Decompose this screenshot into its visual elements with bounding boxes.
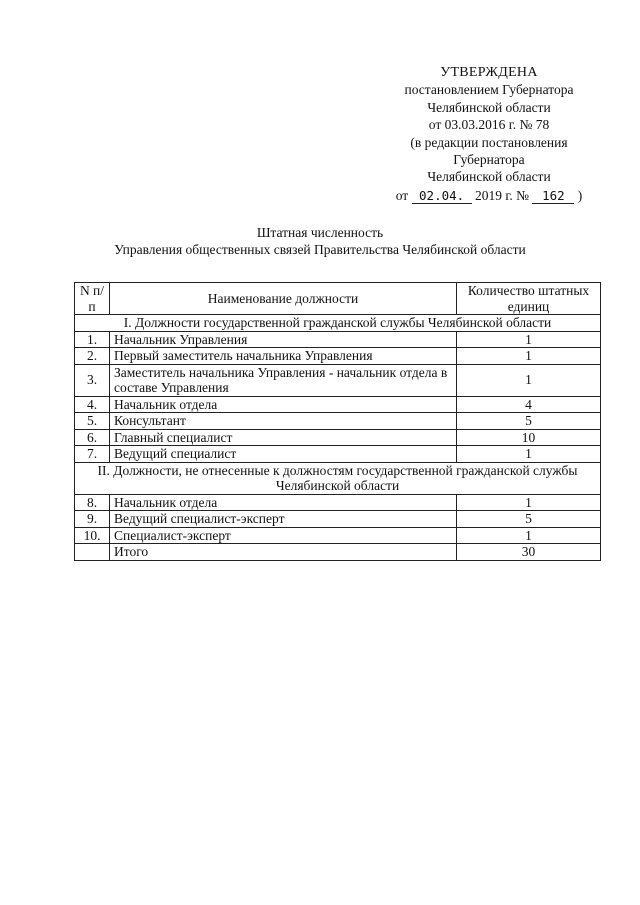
row-num: 5. (75, 413, 110, 430)
document-title (0, 224, 640, 258)
row-num: 6. (75, 429, 110, 446)
approval-line: Челябинской области (427, 99, 551, 115)
table-row (75, 348, 601, 365)
row-name: Первый заместитель начальника Управления (110, 348, 457, 365)
row-num: 3. (75, 364, 110, 396)
table-row (75, 446, 601, 463)
table-row (75, 527, 601, 544)
handwritten-number: 162 (532, 189, 574, 204)
row-name: Главный специалист (110, 429, 457, 446)
row-name: Начальник Управления (110, 331, 457, 348)
table-row (75, 364, 601, 396)
row-num: 1. (75, 331, 110, 348)
row-name: Начальник отдела (110, 396, 457, 413)
row-name: Заместитель начальника Управления - начальник отдела в составе Управления (110, 364, 457, 396)
row-qty: 5 (457, 511, 601, 528)
section-row (75, 315, 601, 332)
approval-heading: УТВЕРЖДЕНА (440, 65, 538, 80)
section-1-title: I. Должности государственной гражданской службы Челябинской области (75, 315, 601, 332)
table-row (75, 331, 601, 348)
approval-line: (в редакции постановления (410, 134, 568, 150)
row-num: 10. (75, 527, 110, 544)
row-name: Консультант (110, 413, 457, 430)
row-num: 9. (75, 511, 110, 528)
approval-line: постановлением Губернатора (404, 82, 574, 98)
approval-block (380, 64, 598, 204)
row-qty: 1 (457, 364, 601, 396)
header-qty: Количество штатных единиц (457, 283, 601, 315)
row-num: 2. (75, 348, 110, 365)
title-line-2: Управления общественных связей Правительства Челябинской области (114, 242, 526, 257)
header-name: Наименование должности (110, 283, 457, 315)
handwritten-date: 02.04. (412, 189, 472, 204)
staff-table (74, 282, 601, 561)
table-row (75, 413, 601, 430)
table-header-row (75, 283, 601, 315)
row-name: Ведущий специалист (110, 446, 457, 463)
total-row (75, 544, 601, 561)
approval-line: Губернатора (453, 152, 525, 168)
close-paren: ) (577, 187, 583, 203)
title-line-1: Штатная численность (256, 225, 384, 240)
total-num-empty (75, 544, 110, 561)
header-num: N п/п (75, 283, 110, 315)
section-2-title: II. Должности, не отнесенные к должностям государственной гражданской службы Челябинской области (75, 462, 601, 494)
year-text: 2019 г. № (474, 187, 529, 203)
row-qty: 4 (457, 396, 601, 413)
row-qty: 1 (457, 348, 601, 365)
row-num: 7. (75, 446, 110, 463)
table-row (75, 494, 601, 511)
table-row (75, 429, 601, 446)
approval-line: от 03.03.2016 г. № 78 (428, 117, 550, 133)
amendment-date-line (380, 187, 598, 204)
table-row (75, 396, 601, 413)
row-num: 8. (75, 494, 110, 511)
table-row (75, 511, 601, 528)
row-qty: 10 (457, 429, 601, 446)
row-name: Специалист-эксперт (110, 527, 457, 544)
row-qty: 1 (457, 527, 601, 544)
row-qty: 5 (457, 413, 601, 430)
row-qty: 1 (457, 494, 601, 511)
row-qty: 1 (457, 446, 601, 463)
section-row (75, 462, 601, 494)
row-name: Ведущий специалист-эксперт (110, 511, 457, 528)
approval-line: Челябинской области (427, 169, 551, 185)
row-name: Начальник отдела (110, 494, 457, 511)
total-qty: 30 (457, 544, 601, 561)
date-prefix: от (395, 187, 409, 203)
row-qty: 1 (457, 331, 601, 348)
row-num: 4. (75, 396, 110, 413)
total-label: Итого (110, 544, 457, 561)
